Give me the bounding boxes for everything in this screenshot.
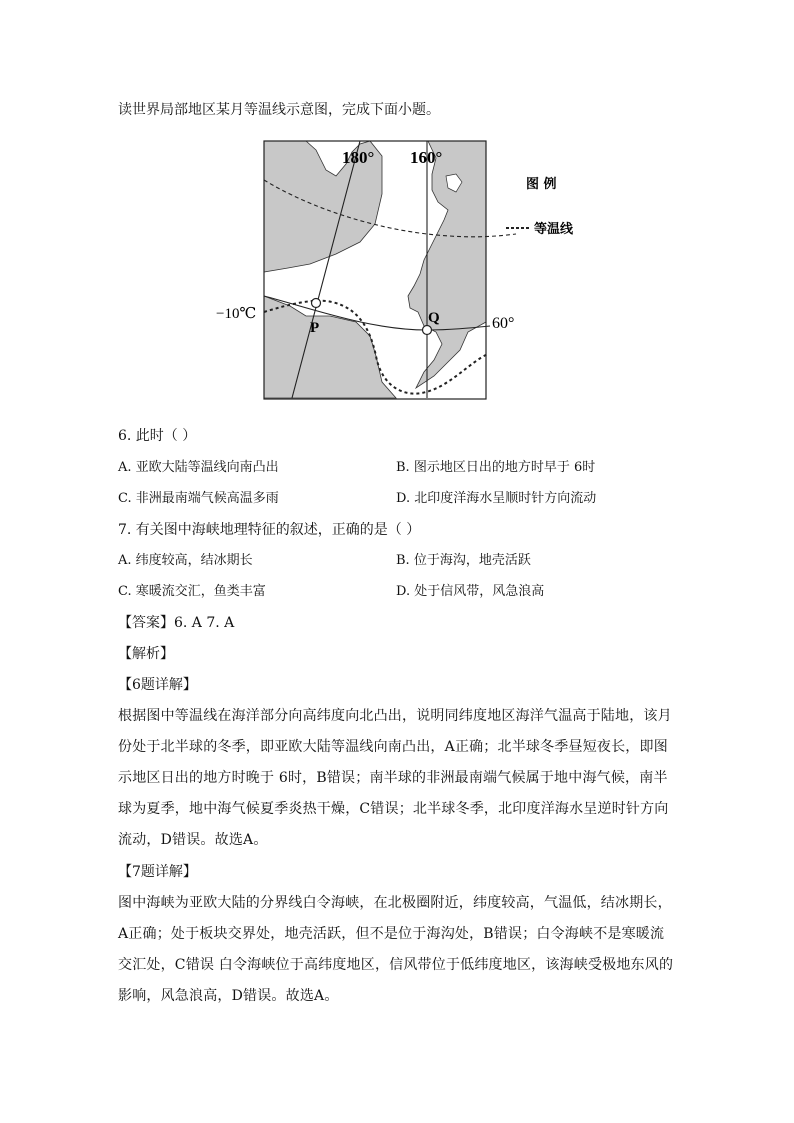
q7-option-c: C. 寒暖流交汇，鱼类丰富 [118, 584, 266, 599]
analysis-heading: 【解析】 [118, 646, 174, 662]
point-q-marker [423, 326, 432, 335]
q6-option-d: D. 北印度洋海水呈顺时针方向流动 [396, 491, 597, 506]
q7-detail-text: 图中海峡为亚欧大陆的分界线白令海峡，在北极圈附近，纬度较高，气温低，结冰期长，A正确；处于板块交界处，地壳活跃，但不是位于海沟处，B错误；白令海峡不是寒暖流交汇处，C错误 白令海峡位于高纬度地区，信风带位于低纬度地区，该海峡受极地东风的影响，风急浪高，D错误。故选A。 [118, 895, 674, 1004]
q6-stem: 6. 此时（ ） [118, 428, 197, 444]
q6-option-c: C. 非洲最南端气候高温多雨 [118, 491, 279, 506]
q6-detail-heading: 【6题详解】 [118, 677, 197, 693]
answer-line: 【答案】6. A 7. A [118, 615, 235, 631]
q6-detail-text: 根据图中等温线在海洋部分向高纬度向北凸出，说明同纬度地区海洋气温高于陆地，该月份处于北半球的冬季，即亚欧大陆等温线向南凸出，A正确；北半球冬季昼短夜长，即图示地区日出的地方时晚于 6时，B错误；南半球的非洲最南端气候属于地中海气候，南半球为夏季，地中海气候夏季炎热干燥，C错误；北半球冬季，北印度洋海水呈逆时针方向流动，D错误。故选A。 [118, 708, 672, 848]
intro-text: 读世界局部地区某月等温线示意图，完成下面小题。 [118, 102, 440, 118]
isotherm-map [210, 136, 590, 406]
point-p-marker [312, 299, 321, 308]
legend-item: 等温线 [534, 222, 574, 237]
label-60: 60° [492, 315, 515, 332]
q6-option-b: B. 图示地区日出的地方时早于 6时 [396, 460, 596, 475]
label-180: 180° [342, 148, 375, 167]
label-160: 160° [410, 148, 443, 167]
label-isotherm-value: −10℃ [216, 306, 257, 322]
label-q: Q [428, 310, 440, 326]
q7-option-a: A. 纬度较高，结冰期长 [118, 553, 253, 568]
q6-option-a: A. 亚欧大陆等温线向南凸出 [118, 460, 279, 475]
label-p: P [310, 320, 320, 336]
q7-option-b: B. 位于海沟，地壳活跃 [396, 553, 531, 568]
q7-option-d: D. 处于信风带，风急浪高 [396, 584, 545, 599]
legend-title: 图 例 [526, 177, 557, 192]
q7-detail-heading: 【7题详解】 [118, 864, 197, 880]
q7-stem: 7. 有关图中海峡地理特征的叙述，正确的是（ ） [118, 522, 421, 538]
